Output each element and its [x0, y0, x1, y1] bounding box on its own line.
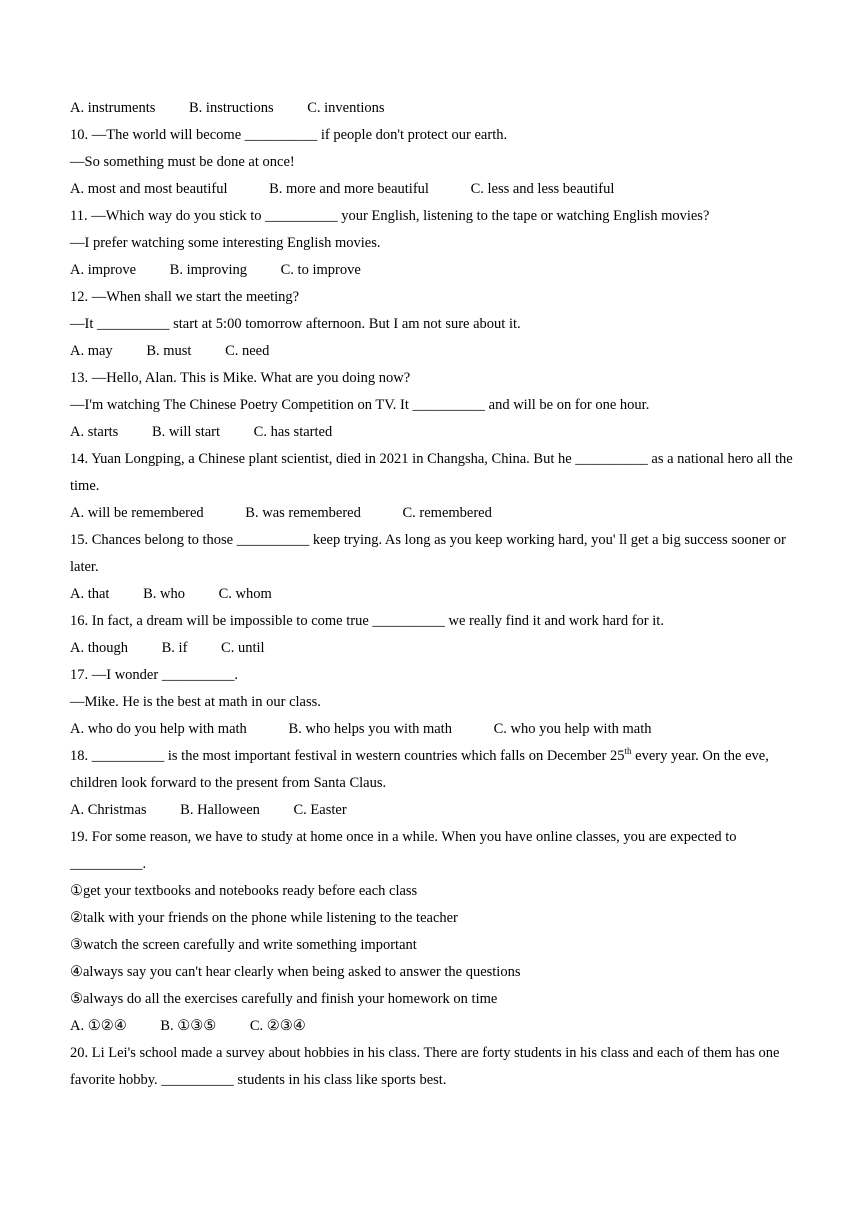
q17-options — [70, 716, 800, 743]
q12-option-b: B. must — [146, 343, 192, 359]
q14-option-b: B. was remembered — [245, 505, 361, 521]
q13-option-a: A. starts — [70, 424, 119, 440]
q18-options — [70, 797, 800, 824]
q18-option-a: A. Christmas — [70, 802, 147, 818]
q18-option-b: B. Halloween — [180, 802, 260, 818]
q17-option-b: B. who helps you with math — [288, 721, 452, 737]
q14-option-c: C. remembered — [402, 505, 492, 521]
q10-option-a: A. most and most beautiful — [70, 181, 228, 197]
q13-option-b: B. will start — [151, 424, 221, 440]
q16-option-c: C. until — [221, 640, 265, 656]
q18-superscript: th — [624, 746, 632, 757]
q17-option-a: A. who do you help with math — [70, 721, 247, 737]
q13-option-c: C. has started — [253, 424, 333, 440]
q10-stem: 10. —The world will become __________ if people don't protect our earth. — [70, 127, 508, 143]
q19-item-3: ③watch the screen carefully and write something important — [70, 937, 417, 953]
q13-reply: —I'm watching The Chinese Poetry Competition on TV. It __________ and will be on for one hour. — [70, 397, 650, 413]
q14-options — [70, 500, 800, 527]
q15-option-c: C. whom — [218, 586, 272, 602]
q12-option-c: C. need — [225, 343, 270, 359]
q19-option-c: C. ②③④ — [249, 1018, 306, 1034]
exam-page — [70, 95, 800, 1094]
q18-option-c: C. Easter — [293, 802, 347, 818]
q14-stem: 14. Yuan Longping, a Chinese plant scientist, died in 2021 in Changsha, China. But he __________ as a national hero all the time. — [70, 451, 793, 494]
q15-options — [70, 581, 800, 608]
q16-stem: 16. In fact, a dream will be impossible to come true __________ we really find it and work hard for it. — [70, 613, 664, 629]
q19-options — [70, 1013, 800, 1040]
q20-stem: 20. Li Lei's school made a survey about hobbies in his class. There are forty students in his class and each of them has one favorite hobby. __________ students in his class like sports best. — [70, 1045, 780, 1088]
q19-item-5: ⑤always do all the exercises carefully and finish your homework on time — [70, 991, 498, 1007]
q16-option-a: A. though — [70, 640, 128, 656]
q19-option-b: B. ①③⑤ — [160, 1018, 217, 1034]
q12-stem: 12. —When shall we start the meeting? — [70, 289, 300, 305]
q17-reply: —Mike. He is the best at math in our class. — [70, 694, 321, 710]
q13-options — [70, 419, 800, 446]
q17-option-c: C. who you help with math — [493, 721, 652, 737]
q15-option-b: B. who — [143, 586, 185, 602]
q19-stem: 19. For some reason, we have to study at home once in a while. When you have online classes, you are expected to __________. — [70, 829, 737, 872]
q18-stem — [70, 743, 800, 797]
q11-option-b: B. improving — [169, 262, 248, 278]
q18-stem-rest: every year. On the eve, children look forward to the present from Santa Claus. — [70, 748, 769, 791]
q9-options — [70, 95, 800, 122]
q12-options — [70, 338, 800, 365]
q9-option-a: A. instruments — [70, 100, 156, 116]
q11-option-c: C. to improve — [280, 262, 361, 278]
q11-stem: 11. —Which way do you stick to __________ your English, listening to the tape or watching English movies? — [70, 208, 710, 224]
q19-item-4: ④always say you can't hear clearly when being asked to answer the questions — [70, 964, 521, 980]
q12-reply: —It __________ start at 5:00 tomorrow afternoon. But I am not sure about it. — [70, 316, 521, 332]
q10-reply: —So something must be done at once! — [70, 154, 295, 170]
q11-options — [70, 257, 800, 284]
q13-stem: 13. —Hello, Alan. This is Mike. What are you doing now? — [70, 370, 411, 386]
q11-option-a: A. improve — [70, 262, 137, 278]
q19-item-2: ②talk with your friends on the phone while listening to the teacher — [70, 910, 458, 926]
q11-reply: —I prefer watching some interesting English movies. — [70, 235, 381, 251]
q18-stem-text: 18. __________ is the most important festival in western countries which falls on December 25 — [70, 748, 625, 764]
q9-option-b: B. instructions — [189, 100, 274, 116]
q14-option-a: A. will be remembered — [70, 505, 204, 521]
q19-item-1: ①get your textbooks and notebooks ready before each class — [70, 883, 418, 899]
q19-option-a: A. ①②④ — [70, 1018, 127, 1034]
q10-option-c: C. less and less beautiful — [470, 181, 615, 197]
q10-option-b: B. more and more beautiful — [269, 181, 429, 197]
q15-stem: 15. Chances belong to those __________ keep trying. As long as you keep working hard, you' ll get a big success sooner or later. — [70, 532, 786, 575]
q16-option-b: B. if — [161, 640, 188, 656]
q17-stem: 17. —I wonder __________. — [70, 667, 238, 683]
q15-option-a: A. that — [70, 586, 110, 602]
q10-options — [70, 176, 800, 203]
q16-options — [70, 635, 800, 662]
q9-option-c: C. inventions — [307, 100, 385, 116]
q12-option-a: A. may — [70, 343, 113, 359]
